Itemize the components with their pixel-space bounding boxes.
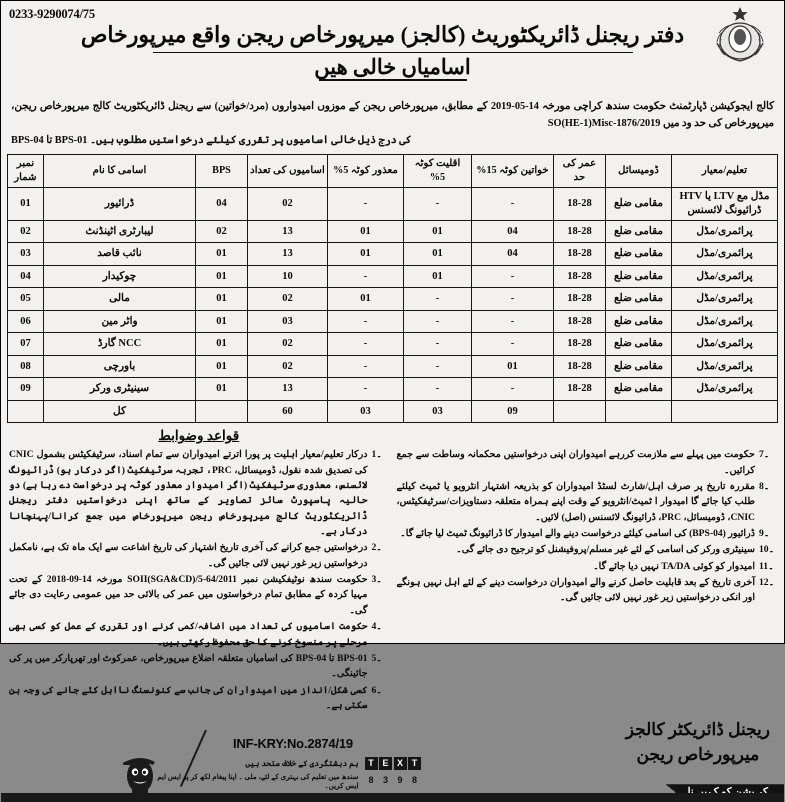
condition-item [9, 619, 389, 650]
condition-item [397, 447, 777, 478]
total-cell-disabled-quota: 03 [328, 400, 404, 423]
signature-region: میرپورخاص ریجن [636, 744, 760, 764]
cell-posts-count: 02 [248, 187, 328, 220]
condition-number: 1۔ [371, 449, 382, 461]
psm-line-2 [151, 772, 362, 790]
condition-number: 2۔ [371, 542, 382, 554]
cell-bps: 01 [196, 310, 248, 333]
condition-item [9, 540, 389, 571]
cell-age: 18-28 [554, 220, 606, 243]
psm-keyword-letter: T [365, 757, 378, 770]
condition-text: حکومت میں پہلے سے ملازمت کررہے امیدواران اپنی درخواستیں محکمانہ وساطت سے جمع کرائیں۔ [396, 449, 755, 476]
intro-line-1: کالج ایجوکیشن ڈپارٹمنٹ حکومت سندھ کراچی مورخہ 14-05-2019 کے مطابق، میرپورخاص ریجن کے موزوں امیدواروں (مرد/خواتین) سے ریجنل ڈائریکٹوریٹ کالج میرپورخاص ریجن، میرپورخاص کی حد ود میں [11, 101, 774, 129]
contact-phone: 0233-9290074/75 [9, 7, 95, 21]
cell-post-name: لیبارٹری اٹینڈنٹ [44, 220, 196, 243]
conditions-heading: قواعد وضوابط [158, 428, 240, 444]
cell-domicile: مقامی ضلع [606, 333, 672, 356]
table-header-row [8, 155, 778, 188]
cell-post-name: واٹر مین [44, 310, 196, 333]
cell-women-quota: - [472, 265, 554, 288]
cell-disabled-quota: 01 [328, 288, 404, 311]
cell-disabled-quota: 01 [328, 220, 404, 243]
condition-item [397, 575, 777, 606]
column-header-domicile: ڈومیسائل [606, 155, 672, 188]
cell-women-quota: - [472, 288, 554, 311]
signature-block [626, 718, 770, 767]
cell-posts-count: 13 [248, 243, 328, 266]
total-cell-posts-count: 60 [248, 400, 328, 423]
table-row [8, 378, 778, 401]
condition-number: 3۔ [371, 574, 382, 586]
psm-shortcode-digit: 3 [382, 775, 388, 786]
condition-item [9, 572, 389, 618]
cell-domicile: مقامی ضلع [606, 288, 672, 311]
cell-age: 18-28 [554, 378, 606, 401]
total-cell-age [554, 400, 606, 423]
cell-minority-quota: - [404, 378, 472, 401]
total-cell-education [672, 400, 778, 423]
cell-disabled-quota: - [328, 265, 404, 288]
cell-domicile: مقامی ضلع [606, 378, 672, 401]
cell-posts-count: 13 [248, 378, 328, 401]
cell-age: 18-28 [554, 243, 606, 266]
total-cell-bps [196, 400, 248, 423]
condition-text: کسی شکل/انداز میں امیدواران کی جانب سے کنونسنگ نااہل کئے جانے کی وجہ بن سکتی ہے۔ [9, 684, 368, 711]
cell-disabled-quota: - [328, 310, 404, 333]
signature-designation: ریجنل ڈائریکٹر کالجز [625, 720, 770, 740]
cell-serial: 03 [8, 243, 44, 266]
condition-item [397, 526, 777, 541]
cell-women-quota: - [472, 378, 554, 401]
cell-age: 18-28 [554, 187, 606, 220]
cell-post-name: ڈرائیور [44, 187, 196, 220]
column-header-age: عمر کی حد [554, 155, 606, 188]
cell-post-name: باورچی [44, 355, 196, 378]
cell-serial: 09 [8, 378, 44, 401]
total-cell-serial [8, 400, 44, 423]
condition-number: 11۔ [759, 560, 774, 572]
psm-shortcode-digit: 8 [368, 775, 374, 786]
column-header-post-name: اسامی کا نام [44, 155, 196, 188]
cell-domicile: مقامی ضلع [606, 310, 672, 333]
cell-minority-quota: - [404, 310, 472, 333]
cell-education: پرائمری/مڈل [672, 378, 778, 401]
cell-minority-quota: - [404, 355, 472, 378]
inf-number: INF-KRY:No.2874/19 [233, 736, 353, 752]
column-header-disabled-quota: معذور کوٹہ 5% [328, 155, 404, 188]
psm-keyword-letter: T [408, 757, 421, 770]
cell-bps: 01 [196, 265, 248, 288]
psm-shortcode-digit: 8 [411, 775, 417, 786]
cell-education: پرائمری/مڈل [672, 243, 778, 266]
intro-line-2: کی درج ذیل خالی اسامیوں پر تقرری کیلئے درخواستیں مطلوب ہیں۔ [89, 135, 412, 147]
condition-text: سینیٹری ورکر کی اسامی کے لئے غیر مسلم/پروفیشنل کو ترجیح دی جائے گی۔ [456, 544, 755, 556]
cell-posts-count: 02 [248, 333, 328, 356]
cell-bps: 02 [196, 220, 248, 243]
condition-number: 4۔ [371, 621, 382, 633]
conditions-right-column [9, 428, 389, 714]
cell-post-name: NCC گارڈ [44, 333, 196, 356]
condition-number: 9۔ [759, 528, 770, 540]
total-cell-post-name: کل [44, 400, 196, 423]
psm-keyword-letter: X [394, 757, 407, 770]
cell-posts-count: 13 [248, 220, 328, 243]
cell-women-quota: 04 [472, 243, 554, 266]
table-row [8, 310, 778, 333]
psm-line-2-suffix: پر ایس ایم ایس کریں۔ [157, 772, 359, 790]
condition-number: 7۔ [759, 449, 770, 461]
page-footer [1, 716, 784, 802]
conditions-left-column [397, 428, 777, 714]
total-cell-domicile [606, 400, 672, 423]
cell-disabled-quota: - [328, 333, 404, 356]
cell-bps: 01 [196, 333, 248, 356]
cell-age: 18-28 [554, 288, 606, 311]
cell-disabled-quota: 01 [328, 243, 404, 266]
cell-serial: 01 [8, 187, 44, 220]
cell-post-name: نائب قاصد [44, 243, 196, 266]
condition-text: حکومت سندھ نوٹیفکیشن نمبر SOII(SGA&CD)/5-64/2011 مورخہ 14-09-2018 کے تحت مہیا کردہ کے مطابق تمام درخواستوں میں عمر کی بالائی حد میں عمومی رعایت دی جائے گی۔ [9, 574, 368, 616]
condition-item [397, 559, 777, 574]
bottom-black-bar [1, 793, 784, 802]
cell-serial: 06 [8, 310, 44, 333]
cell-serial: 05 [8, 288, 44, 311]
cell-domicile: مقامی ضلع [606, 187, 672, 220]
psm-keyword-boxes [365, 757, 422, 770]
cell-education: مڈل مع LTV یا HTV ڈرائیونگ لائسنس [672, 187, 778, 220]
column-header-education: تعلیم/معیار [672, 155, 778, 188]
condition-item [9, 447, 389, 539]
cell-minority-quota: - [404, 333, 472, 356]
condition-text: درکار تعلیم/معیار اہلیت پر پورا اترتے امیدواران سے تمام اسناد، سرٹیفکیٹس بشمول CNIC کی تصدیق شدہ نقول، ڈومیسائل، PRC، تجربہ سرٹیفکیٹ (اگر درکار ہو) ڈرائیونگ لائسنس، معذوری سرٹیفکیٹ (اگر امیدوار معذور کوٹہ پر درخواست دے رہا ہے) دو حالیہ پاسپورٹ سائز تصاویر کے ساتھ اپنی درخواستیں دفتر ریجنل ڈائریکٹوریٹ کالج میرپورخاص ریجن میرپورخاص میں جمع کرانا/پہنچانا درکار ہے۔ [9, 449, 368, 538]
cell-age: 18-28 [554, 310, 606, 333]
table-row [8, 243, 778, 266]
cell-posts-count: 02 [248, 355, 328, 378]
cell-minority-quota: - [404, 187, 472, 220]
condition-number: 6۔ [371, 684, 382, 696]
column-header-posts-count: اسامیوں کی تعداد [248, 155, 328, 188]
condition-text: درخواستیں جمع کرانے کی آخری تاریخ اشتہار کی تاریخ اشاعت سے ایک ماہ تک ہے، نامکمل درخواستیں زیر غور نہیں لائی جائیں گی۔ [9, 542, 368, 569]
cell-serial: 02 [8, 220, 44, 243]
psm-shortcode-digit: 9 [397, 775, 403, 786]
total-cell-women-quota: 09 [472, 400, 554, 423]
total-cell-minority-quota: 03 [404, 400, 472, 423]
condition-text: ڈرائیور (BPS-04) کی اسامی کیلئے درخواست دینے والے امیدوار کا ڈرائیونگ ٹمیٹ لیا جائے گا۔ [400, 528, 755, 540]
cell-women-quota: - [472, 333, 554, 356]
cell-women-quota: 04 [472, 220, 554, 243]
table-body [8, 187, 778, 423]
column-header-minority-quota: اقلیت کوٹہ 5% [404, 155, 472, 188]
cell-domicile: مقامی ضلع [606, 265, 672, 288]
table-row [8, 265, 778, 288]
conditions-section [1, 423, 784, 714]
cell-education: پرائمری/مڈل [672, 355, 778, 378]
cell-minority-quota: 01 [404, 243, 472, 266]
intro-bps-range: BPS-01 تا BPS-04 [11, 135, 88, 147]
cell-age: 18-28 [554, 333, 606, 356]
public-service-message [151, 756, 421, 790]
condition-item [9, 651, 389, 682]
cell-posts-count: 03 [248, 310, 328, 333]
column-header-serial: نمبر شمار [8, 155, 44, 188]
cell-education: پرائمری/مڈل [672, 288, 778, 311]
cell-bps: 01 [196, 243, 248, 266]
cell-women-quota: 01 [472, 355, 554, 378]
table-row [8, 333, 778, 356]
cell-serial: 08 [8, 355, 44, 378]
intro-paragraph [1, 93, 784, 154]
cell-age: 18-28 [554, 355, 606, 378]
cell-posts-count: 10 [248, 265, 328, 288]
vacancy-heading: اسامیاں خالی ھیں [314, 54, 471, 79]
cell-domicile: مقامی ضلع [606, 220, 672, 243]
cell-bps: 01 [196, 355, 248, 378]
cell-minority-quota: - [404, 288, 472, 311]
cell-education: پرائمری/مڈل [672, 220, 778, 243]
cell-post-name: چوکیدار [44, 265, 196, 288]
cell-women-quota: - [472, 187, 554, 220]
page-header [1, 1, 784, 93]
cell-bps: 01 [196, 378, 248, 401]
condition-number: 10۔ [759, 544, 775, 556]
title-divider [153, 52, 633, 53]
cell-age: 18-28 [554, 265, 606, 288]
cell-bps: 01 [196, 288, 248, 311]
cell-posts-count: 02 [248, 288, 328, 311]
cell-domicile: مقامی ضلع [606, 355, 672, 378]
psm-line-2-text: سندھ میں تعلیم کی بہتری کے لئے، ملی ۔ اپنا پیغام لکھ کر [190, 772, 359, 781]
column-header-bps: BPS [196, 155, 248, 188]
condition-text: آخری تاریخ کے بعد قابلیت حاصل کرنے والے امیدواران درخواست دینے کے لئے اہل نہیں ہونگے اور انکی درخواستیں زیر غور نہیں لائی جائیں گی۔ [396, 577, 755, 604]
condition-item [397, 542, 777, 557]
table-total-row [8, 400, 778, 423]
cell-bps: 04 [196, 187, 248, 220]
cell-disabled-quota: - [328, 187, 404, 220]
condition-number: 8۔ [759, 481, 770, 493]
table-row [8, 220, 778, 243]
vacancy-table [7, 154, 778, 423]
cell-post-name: سینیٹری ورکر [44, 378, 196, 401]
cell-post-name: مالی [44, 288, 196, 311]
condition-number: 12۔ [759, 577, 775, 589]
conditions-list-right [9, 447, 389, 713]
condition-text: حکومت اسامیوں کی تعداد میں اضافہ/کمی کرنے اور تقرری کے عمل کو کسی بھی مرحلے پر منسوخ کرنے کا حق محفوظ رکھتی ہیں۔ [9, 621, 368, 648]
cell-disabled-quota: - [328, 378, 404, 401]
cell-minority-quota: 01 [404, 220, 472, 243]
condition-text: BPS-01 تا BPS-04 کی اسامیاں متعلقہ اضلاع میرپورخاص، عمرکوٹ اور تھرپارکر میں پر کی جائینگی۔ [9, 652, 368, 680]
condition-number: 5۔ [371, 652, 382, 664]
table-row [8, 187, 778, 220]
condition-item [9, 683, 389, 714]
cell-minority-quota: 01 [404, 265, 472, 288]
intro-reference-number: SO(HE-1)Misc-1876/2019 [547, 117, 661, 129]
cell-serial: 04 [8, 265, 44, 288]
page-title: دفتر ریجنل ڈائریکٹوریٹ (کالجز) میرپورخاص ریجن واقع میرپورخاص [80, 22, 685, 47]
condition-item [397, 479, 777, 525]
column-header-women-quota: خواتین کوٹہ 15% [472, 155, 554, 188]
psm-keyword-letter: E [379, 757, 392, 770]
cell-domicile: مقامی ضلع [606, 243, 672, 266]
table-row [8, 355, 778, 378]
cell-education: پرائمری/مڈل [672, 310, 778, 333]
vacancy-table-wrapper [1, 154, 784, 423]
cell-serial: 07 [8, 333, 44, 356]
cell-education: پرائمری/مڈل [672, 265, 778, 288]
psm-line-1: ہم دہشتگردی کے خلاف متحد ہیں [245, 759, 359, 769]
cell-disabled-quota: - [328, 355, 404, 378]
condition-text: مقررہ تاریخ پر صرف اہل/شارٹ لسٹڈ امیدواران کو بذریعہ اشتہار انٹرویو یا ٹمیٹ کیلئے طلب کیا جائے گا امیدوار ا ٹمیٹ/انٹرویو کے وقت اپنے ہمراہ متعلقہ دستاویزات/سرٹیفکیٹس، CNIC، ڈومیسائل، PRC، ڈرائیونگ لائسنس (اصل) لائیں۔ [396, 481, 755, 523]
cell-education: پرائمری/مڈل [672, 333, 778, 356]
government-of-sindh-emblem-icon [710, 5, 770, 67]
table-row [8, 288, 778, 311]
cell-women-quota: - [472, 310, 554, 333]
condition-text: امیدوار کو کوئی TA/DA نہیں دیا جائے گا۔ [593, 560, 755, 572]
conditions-list-left [397, 447, 777, 605]
psm-shortcode-digits [365, 774, 422, 787]
